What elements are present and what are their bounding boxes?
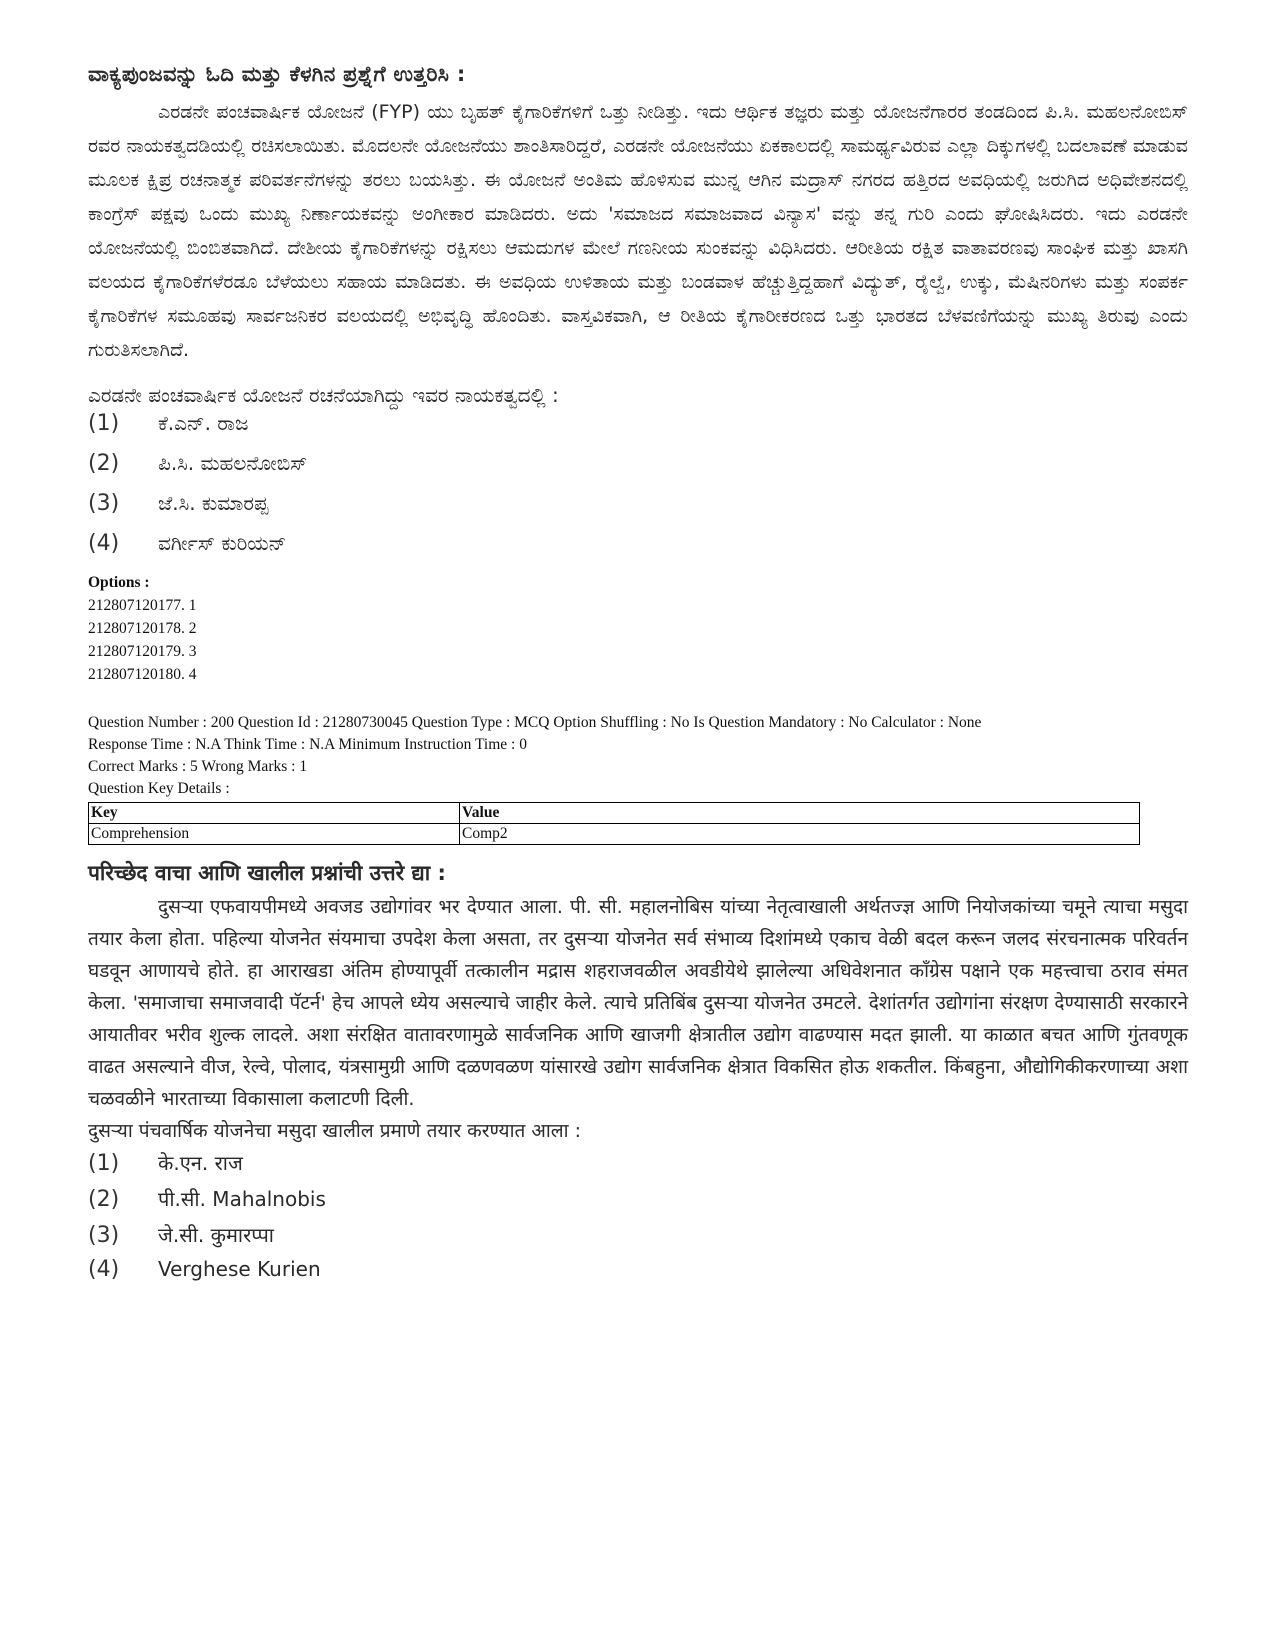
- kannada-option: [88, 531, 1188, 571]
- option-number: (3): [88, 1223, 120, 1248]
- marathi-option: [88, 1257, 1188, 1293]
- options-codes: [88, 571, 1188, 686]
- question-page: [88, 62, 1188, 1293]
- kannada-question: ಎರಡನೇ ಪಂಚವಾರ್ಷಿಕ ಯೋಜನೆ ರಚನೆಯಾಗಿದ್ದು ಇವರ ನಾಯಕತ್ವದಲ್ಲಿ :: [88, 383, 559, 407]
- option-code: 212807120177. 1: [88, 597, 197, 614]
- option-number: (4): [88, 1257, 120, 1282]
- option-code: 212807120179. 3: [88, 643, 197, 660]
- table-header-value: Value: [460, 803, 1140, 824]
- options-label: Options :: [88, 574, 150, 591]
- question-marks: Correct Marks : 5 Wrong Marks : 1: [88, 758, 308, 775]
- table-header-row: [89, 803, 1140, 824]
- kannada-passage: ಎರಡನೇ ಪಂಚವಾರ್ಷಿಕ ಯೋಜನೆ (FYP) ಯು ಬೃಹತ್ ಕೈಗಾರಿಕೆಗಳಿಗೆ ಒತ್ತು ನೀಡಿತ್ತು. ಇದು ಆರ್ಥಿಕ ತಜ್ಞರು ಮತ್ತು ಯೋಜನೆಗಾರರ ತಂಡದಿಂದ ಪಿ.ಸಿ. ಮಹಲನೋಬಿಸ್ ರವರ ನಾಯಕತ್ವದಡಿಯಲ್ಲಿ ರಚಿಸಲಾಯಿತು. ಮೊದಲನೇ ಯೋಜನೆಯು ಶಾಂತಿಸಾರಿದ್ದರೆ, ಎರಡನೇ ಯೋಜನೆಯು ಏಕಕಾಲದಲ್ಲಿ ಸಾಮರ್ಥ್ಯವಿರುವ ಎಲ್ಲಾ ದಿಕ್ಕುಗಳಲ್ಲಿ ಬದಲಾವಣೆ ಮಾಡುವ ಮೂಲಕ ಕ್ಷಿಪ್ರ ರಚನಾತ್ಮಕ ಪರಿವರ್ತನೆಗಳನ್ನು ತರಲು ಬಯಸಿತ್ತು. ಈ ಯೋಜನೆ ಅಂತಿಮ ಹೊಳಿಸುವ ಮುನ್ನ ಆಗಿನ ಮದ್ರಾಸ್ ನಗರದ ಹತ್ತಿರದ ಅವಧಿಯಲ್ಲಿ ಜರುಗಿದ ಅಧಿವೇಶನದಲ್ಲಿ ಕಾಂಗ್ರೆಸ್ ಪಕ್ಷವು ಒಂದು ಮುಖ್ಯ ನಿರ್ಣಾಯಕವನ್ನು ಅಂಗೀಕಾರ ಮಾಡಿದರು. ಅದು 'ಸಮಾಜದ ಸಮಾಜವಾದ ವಿನ್ಯಾಸ' ವನ್ನು ತನ್ನ ಗುರಿ ಎಂದು ಘೋಷಿಸಿದರು. ಇದು ಎರಡನೇ ಯೋಜನೆಯಲ್ಲಿ ಬಿಂಬಿತವಾಗಿದೆ. ದೇಶೀಯ ಕೈಗಾರಿಕೆಗಳನ್ನು ರಕ್ಷಿಸಲು ಆಮದುಗಳ ಮೇಲೆ ಗಣನೀಯ ಸುಂಕವನ್ನು ವಿಧಿಸಿದರು. ಆರೀತಿಯ ರಕ್ಷಿತ ವಾತಾವರಣವು ಸಾಂಘಿಕ ಮತ್ತು ಖಾಸಗಿ ವಲಯದ ಕೈಗಾರಿಕೆಗಳೆರಡೂ ಬೆಳೆಯಲು ಸಹಾಯ ಮಾಡಿದತು. ಈ ಅವಧಿಯ ಉಳಿತಾಯ ಮತ್ತು ಬಂಡವಾಳ ಹೆಚ್ಚುತ್ತಿದ್ದಹಾಗೆ ವಿದ್ಯುತ್, ರೈಲ್ವೆ, ಉಕ್ಕು, ಮೆಷಿನರಿಗಳು ಮತ್ತು ಸಂಪರ್ಕ ಕೈಗಾರಿಕೆಗಳ ಸಮೂಹವು ಸಾರ್ವಜನಿಕರ ವಲಯದಲ್ಲಿ ಅಭಿವೃದ್ಧಿ ಹೊಂದಿತು. ವಾಸ್ತವಿಕವಾಗಿ, ಆ ರೀತಿಯ ಕೈಗಾರೀಕರಣದ ಒತ್ತು ಭಾರತದ ಬೆಳವಣಿಗೆಯನ್ನು ಮುಖ್ಯ ತಿರುವು ಎಂದು ಗುರುತಿಸಲಾಗಿದೆ.: [88, 101, 1188, 361]
- option-number: (2): [88, 1187, 120, 1212]
- option-number: (4): [88, 531, 120, 556]
- option-number: (2): [88, 451, 120, 476]
- table-header-key: Key: [89, 803, 460, 824]
- option-text: ಜೆ.ಸಿ. ಕುಮಾರಪ್ಪ: [158, 491, 269, 515]
- option-text: पी.सी. Mahalnobis: [158, 1187, 326, 1211]
- option-text: Verghese Kurien: [158, 1257, 321, 1281]
- marathi-heading: परिच्छेद वाचा आणि खालील प्रश्नांची उत्तरे द्या :: [88, 861, 446, 885]
- option-number: (1): [88, 1151, 120, 1176]
- marathi-option-list: [88, 1149, 1188, 1293]
- table-row: [89, 824, 1140, 845]
- marathi-question: दुसऱ्या पंचवार्षिक योजनेचा मसुदा खालील प्रमाणे तयार करण्यात आला :: [88, 1120, 582, 1142]
- option-text: जे.सी. कुमारप्पा: [158, 1223, 274, 1247]
- option-number: (3): [88, 491, 120, 516]
- option-text: ಪಿ.ಸಿ. ಮಹಲನೋಬಿಸ್: [158, 451, 308, 475]
- table-cell-value: Comp2: [460, 824, 1140, 845]
- option-number: (1): [88, 411, 120, 436]
- option-text: ವರ್ಗೀಸ್ ಕುರಿಯನ್: [158, 531, 287, 555]
- marathi-option: [88, 1149, 1188, 1185]
- kannada-option: [88, 411, 1188, 451]
- marathi-option: [88, 1221, 1188, 1257]
- marathi-passage: दुसऱ्या एफवायपीमध्ये अवजड उद्योगांवर भर देण्यात आला. पी. सी. महालनोबिस यांच्या नेतृत्वाखाली अर्थतज्ज्ञ आणि नियोजकांच्या चमूने त्याचा मसुदा तयार केला होता. पहिल्या योजनेत संयमाचा उपदेश केला असता, तर दुसऱ्या योजनेत सर्व संभाव्य दिशांमध्ये एकाच वेळी बदल करून जलद संरचनात्मक परिवर्तन घडवून आणायचे होते. हा आराखडा अंतिम होण्यापूर्वी तत्कालीन मद्रास शहराजवळील अवडीयेथे झालेल्या अधिवेशनात काँग्रेस पक्षाने एक महत्त्वाचा ठराव संमत केला. 'समाजाचा समाजवादी पॅटर्न' हेच आपले ध्येय असल्याचे जाहीर केले. त्याचे प्रतिबिंब दुसऱ्या योजनेत उमटले. देशांतर्गत उद्योगांना संरक्षण देण्यासाठी सरकारने आयातीवर भरीव शुल्क लादले. अशा संरक्षित वातावरणामुळे सार्वजनिक आणि खाजगी क्षेत्रातील उद्योग वाढण्यास मदत झाली. या काळात बचत आणि गुंतवणूक वाढत असल्याने वीज, रेल्वे, पोलाद, यंत्रसामुग्री आणि दळणवळण यांसारखे उद्योग सार्वजनिक क्षेत्रात विकसित होऊ शकतील. किंबहुना, औद्योगिकीकरणाच्या अशा चळवळीने भारताच्या विकासाला कलाटणी दिली.: [88, 896, 1188, 1110]
- question-meta: [88, 712, 1188, 800]
- kannada-heading: ವಾಕ್ಯಪುಂಜವನ್ನು ಓದಿ ಮತ್ತು ಕೆಳಗಿನ ಪ್ರಶ್ನೆಗೆ ಉತ್ತರಿಸಿ :: [88, 62, 466, 86]
- kannada-option-list: [88, 411, 1188, 571]
- question-meta-line2: Response Time : N.A Think Time : N.A Minimum Instruction Time : 0: [88, 736, 527, 753]
- option-text: ಕೆ.ಎನ್. ರಾಜ: [158, 411, 249, 435]
- option-code: 212807120178. 2: [88, 620, 197, 637]
- question-key-details: Question Key Details :: [88, 780, 230, 797]
- kannada-option: [88, 451, 1188, 491]
- marathi-comprehension: [88, 859, 1188, 1293]
- question-meta-line1: Question Number : 200 Question Id : 21280730045 Question Type : MCQ Option Shuffling : No Is Question Mandatory : No Calculator : None: [88, 714, 982, 731]
- key-details-table: [88, 802, 1140, 845]
- option-text: के.एन. राज: [158, 1151, 243, 1175]
- kannada-option: [88, 491, 1188, 531]
- kannada-comprehension: [88, 62, 1188, 571]
- marathi-option: [88, 1185, 1188, 1221]
- table-cell-key: Comprehension: [89, 824, 460, 845]
- option-code: 212807120180. 4: [88, 666, 197, 683]
